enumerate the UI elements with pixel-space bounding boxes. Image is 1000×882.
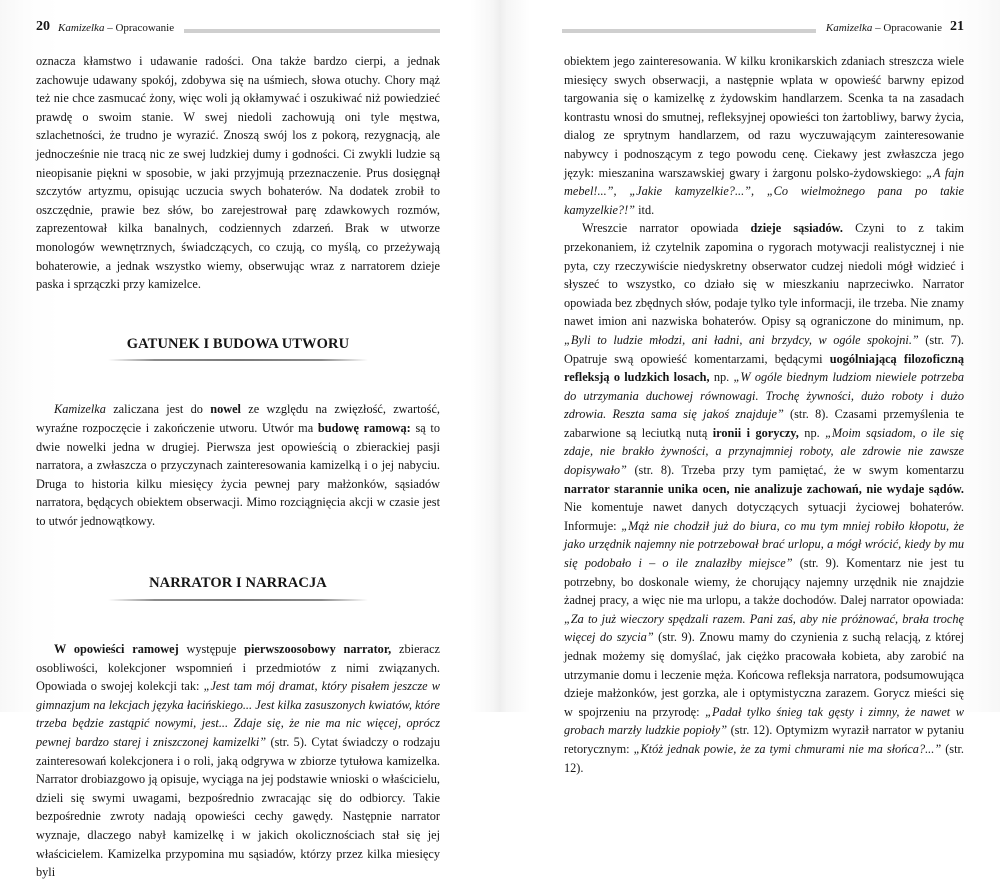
left-page xyxy=(36,0,441,880)
text-run: itd. xyxy=(635,202,655,217)
text-run: (str. 8). Czasami przemyślenia te zabarwione są leciutką nutą xyxy=(564,407,964,440)
section-heading-block xyxy=(36,335,440,362)
emphasis: W opowieści ramowej xyxy=(54,642,179,657)
running-title-work: Kamizelka xyxy=(825,22,873,34)
header-rule xyxy=(562,29,816,33)
running-title-suffix: – Opracowanie xyxy=(104,22,175,34)
text-run: ze względu na zwięzłość, zwartość, wyraźne rozpoczęcie i zakończenie utworu. Utwór ma xyxy=(36,402,440,435)
running-title xyxy=(58,22,174,34)
emphasis: uogólniającą filozoficzną refleksją o ludzkich losach, xyxy=(564,351,964,385)
text-run: zbieracz osobliwości, kolekcjoner wspomnień i przedmiotów z nimi związanych. Opowiada o swojej kolekcji tak: xyxy=(36,642,440,694)
emphasis: narrator starannie unika ocen, nie analizuje zachowań, nie wydaje sądów. xyxy=(564,481,964,496)
heading-underline xyxy=(108,359,368,361)
text-run: Czyni to z takim przekonaniem, iż czytelnik zapomina o rygorach motywacji realistycznej i nie pyta, czy rzeczywiście niedyskretny obserwator cudzej niedoli mógł widzieć i słyszeć to wszystko, co działo się w mieszkaniu naprzeciwko. Narrator opowiada bez zbędnych słów, podaje tylko tyle informacji, ile trzeba. Nie znamy nawet imion ani nazwiska bohaterów. Opisy są ograniczone do minimum, np. xyxy=(564,221,964,329)
paragraph xyxy=(564,52,964,219)
text-run: są to dwie nowelki jedna w drugiej. Pierwsza jest opowieścią o zbierackiej pasji narratora, a zwłaszcza o przyczynach zainteresowania kamizelką i o jej nabyciu. Druga to historia kilku miesięcy życia pewnej pary małżonków, sąsiadów narratora, będących obiektem obserwacji. Mimo rozciągnięcia akcji w czasie jest to utwór jednowątkowy. xyxy=(36,420,440,528)
section-heading-block xyxy=(36,574,440,601)
emphasis: budowę ramową: xyxy=(317,420,411,435)
section-heading: NARRATOR I NARRACJA xyxy=(149,575,327,592)
header-rule xyxy=(184,29,440,33)
right-page xyxy=(564,0,965,775)
emphasis: nowel xyxy=(210,402,241,417)
text-run: np. xyxy=(798,425,826,440)
heading-underline xyxy=(108,599,368,601)
running-title xyxy=(826,22,942,34)
text-run: obiektem jego zainteresowania. W kilku kronikarskich zdaniach streszcza wiele miesięcy swych obserwacji, a następnie wplata w opowieść barwny epizod targowania się o kamizelkę z żydowskim handlarzem. Scenka ta na zasadach kontrastu wnosi do smutnej, refleksyjnej opowieści ton żartobliwy, barwy życia, dialog ze sprytnym handlarzem, od razu wyczuwającym zainteresowanie nabywcy i podnoszącym z tego powodu cenę. Ciekawy jest zwłaszcza jego język: mieszanina warszawskiej gwary i żargonu polsko-żydowskiego: xyxy=(564,54,964,180)
text-run: Nie komentuje nawet danych dotyczących sytuacji życiowej bohaterów. Informuje: xyxy=(564,500,964,533)
text-run: (str. 8). Trzeba przy tym pamiętać, że w swym komentarzu xyxy=(626,463,964,478)
text-run: np. xyxy=(709,370,734,385)
text-run: zaliczana jest do xyxy=(105,402,211,417)
running-title-work: Kamizelka xyxy=(58,22,105,34)
page-number: 20 xyxy=(36,19,50,34)
quotation: „A fajn mebel!...”, „Jakie kamyzelkie?...”, „Co wielmożnego pana po takie kamyzelkie?!” xyxy=(564,165,964,217)
quotation: „Mąż nie chodził już do biura, co mu tym mniej robiło kłopotu, że jako urzędnik najemny nie potrzebował brać urlopu, a mógł wrócić, kiedy by mu się podobało i – o ile znalazłby miejsce” xyxy=(564,518,964,571)
paragraph xyxy=(36,640,440,882)
text-run: występuje xyxy=(178,642,245,657)
emphasis: dzieje sąsiadów. xyxy=(750,221,843,236)
quotation: „Padał tylko śnieg tak gęsty i zimny, że nawet w grobach marzły ludzkie popioły” xyxy=(564,704,965,738)
left-page-header xyxy=(36,20,440,36)
text-run: (str. 9). Komentarz nie jest tu potrzebny, bo doskonale wiemy, że chorujący najemny urzędnik nie znajdzie żadnej pracy, a więc nie ma urlopu, a także dochodów. Dalej narrator opowiada: xyxy=(564,556,964,608)
quotation: „Jest tam mój dramat, który pisałem jeszcze w gimnazjum na lekcjach języka łacińskiego... Jest kilka zasuszonych kwiatów, które trzeba będzie zastąpić nowymi, jest... Zdaje się, że nie ma nic więcej, oprócz pewnej bardzo starej i zniszczonej kamizelki” xyxy=(36,679,440,750)
running-title-suffix: – Opracowanie xyxy=(872,22,942,34)
emphasis: ironii i goryczy, xyxy=(712,425,799,440)
right-page-body xyxy=(564,52,964,777)
paragraph xyxy=(564,219,964,777)
left-page-body xyxy=(36,52,440,882)
work-title: Kamizelka xyxy=(54,402,106,417)
paragraph xyxy=(36,400,440,530)
emphasis: pierwszoosobowy narrator, xyxy=(244,642,392,657)
text-run: (str. 12). Optymizm wyraził narrator w pytaniu retorycznym: xyxy=(564,723,964,756)
right-page-header xyxy=(564,20,964,36)
paragraph: oznacza kłamstwo i udawanie radości. Ona także bardzo cierpi, a jednak zachowuje udawany spokój, zdobywa się na uśmiech, słowa otuchy. Chory mąż też nie chce zasmucać żony, więc woli ją okłamywać i oszukiwać niż powiedzieć prawdę o swoim stanie. W swej niedoli zachowują oni tyle męstwa, szlachetności, że trudno je wyrazić. Znoszą swój los z pokorą, rezygnacją, ale jednocześnie nie tracą nic ze swej ludzkiej dumy i godności. Ci zwykli ludzie są nieopisanie piękni w sposobie, w jaki przyjmują przeznaczenie. Prus dosięgnął szczytów artyzmu, opisując uczucia swych bohaterów. Na dodatek zrobił to oszczędnie, prawie bez słów, bo zarejestrował parę zdawkowych rozmów, zaprezentował kilka banalnych, codziennych zdarzeń. Brak w utworze monologów wewnętrznych, świadczących, co czują, co myślą, co przeżywają bohaterowie, a jednak wszystko wiemy, obserwując wraz z narratorem dzieje paska i sprzączki przy kamizelce. xyxy=(36,54,440,292)
text-run: Wreszcie narrator opowiada xyxy=(582,221,751,236)
text-run: (str. 9). Znowu mamy do czynienia z suchą relacją, z której jednak możemy się domyślać, jak ciężko pracowała kobieta, aby zarobić na utrzymanie domu i leczenie męża. Końcowa refleksja narratora, podsumowująca dzieje małżonków, jest gorzka, ale i optymistyczna zarazem. Gorycz mieści się w spojrzeniu na przyrodę: xyxy=(564,630,964,719)
text-run: (str. 12). xyxy=(564,741,964,775)
quotation: „Moim sąsiadom, o ile się zdaje, nie brakło żywności, a przynajmniej roboty, ale zdrowie nie zawsze dopisywało” xyxy=(564,425,964,478)
quotation: „Któż jednak powie, że za tymi chmurami nie ma słońca?...” xyxy=(633,741,942,756)
quotation: „Byli to ludzie młodzi, ani ładni, ani brzydcy, w ogóle spokojni.” xyxy=(564,332,919,347)
section-heading: GATUNEK I BUDOWA UTWORU xyxy=(126,335,350,352)
page-number: 21 xyxy=(950,19,964,34)
quotation: „Za to już wieczory spędzali razem. Pani zaś, aby nie próżnować, brała trochę więcej do szycia” xyxy=(564,611,964,645)
quotation: „W ogóle biednym ludziom niewiele potrzeba do utrzymania duchowej równowagi. Trochę żywności, dużo roboty i dużo zdrowia. Reszta sama się jakoś znajduje” xyxy=(564,370,964,422)
text-run: (str. 5). Cytat świadczy o rodzaju zainteresowań kolekcjonera i o roli, jaką odgrywa w zbiorze tytułowa kamizelka. Narrator drobiazgowo ją opisuje, wyciąga na jej podstawie wnioski o właścicielu, dzieli się swymi uwagami, bezpośrednio zwracając się do odbiorcy. Takie bezpośrednie zwroty nadają opowieści cechy gawędy. Następnie narrator wyznaje, dlaczego nabył kamizelkę i w jakich okolicznościach stał się jej właścicielem. Kamizelka przypomina mu sąsiadów, którzy przez kilka miesięcy byli xyxy=(36,735,441,880)
text-run: (str. 7). Opatruje swą opowieść komentarzami, będącymi xyxy=(564,332,964,366)
